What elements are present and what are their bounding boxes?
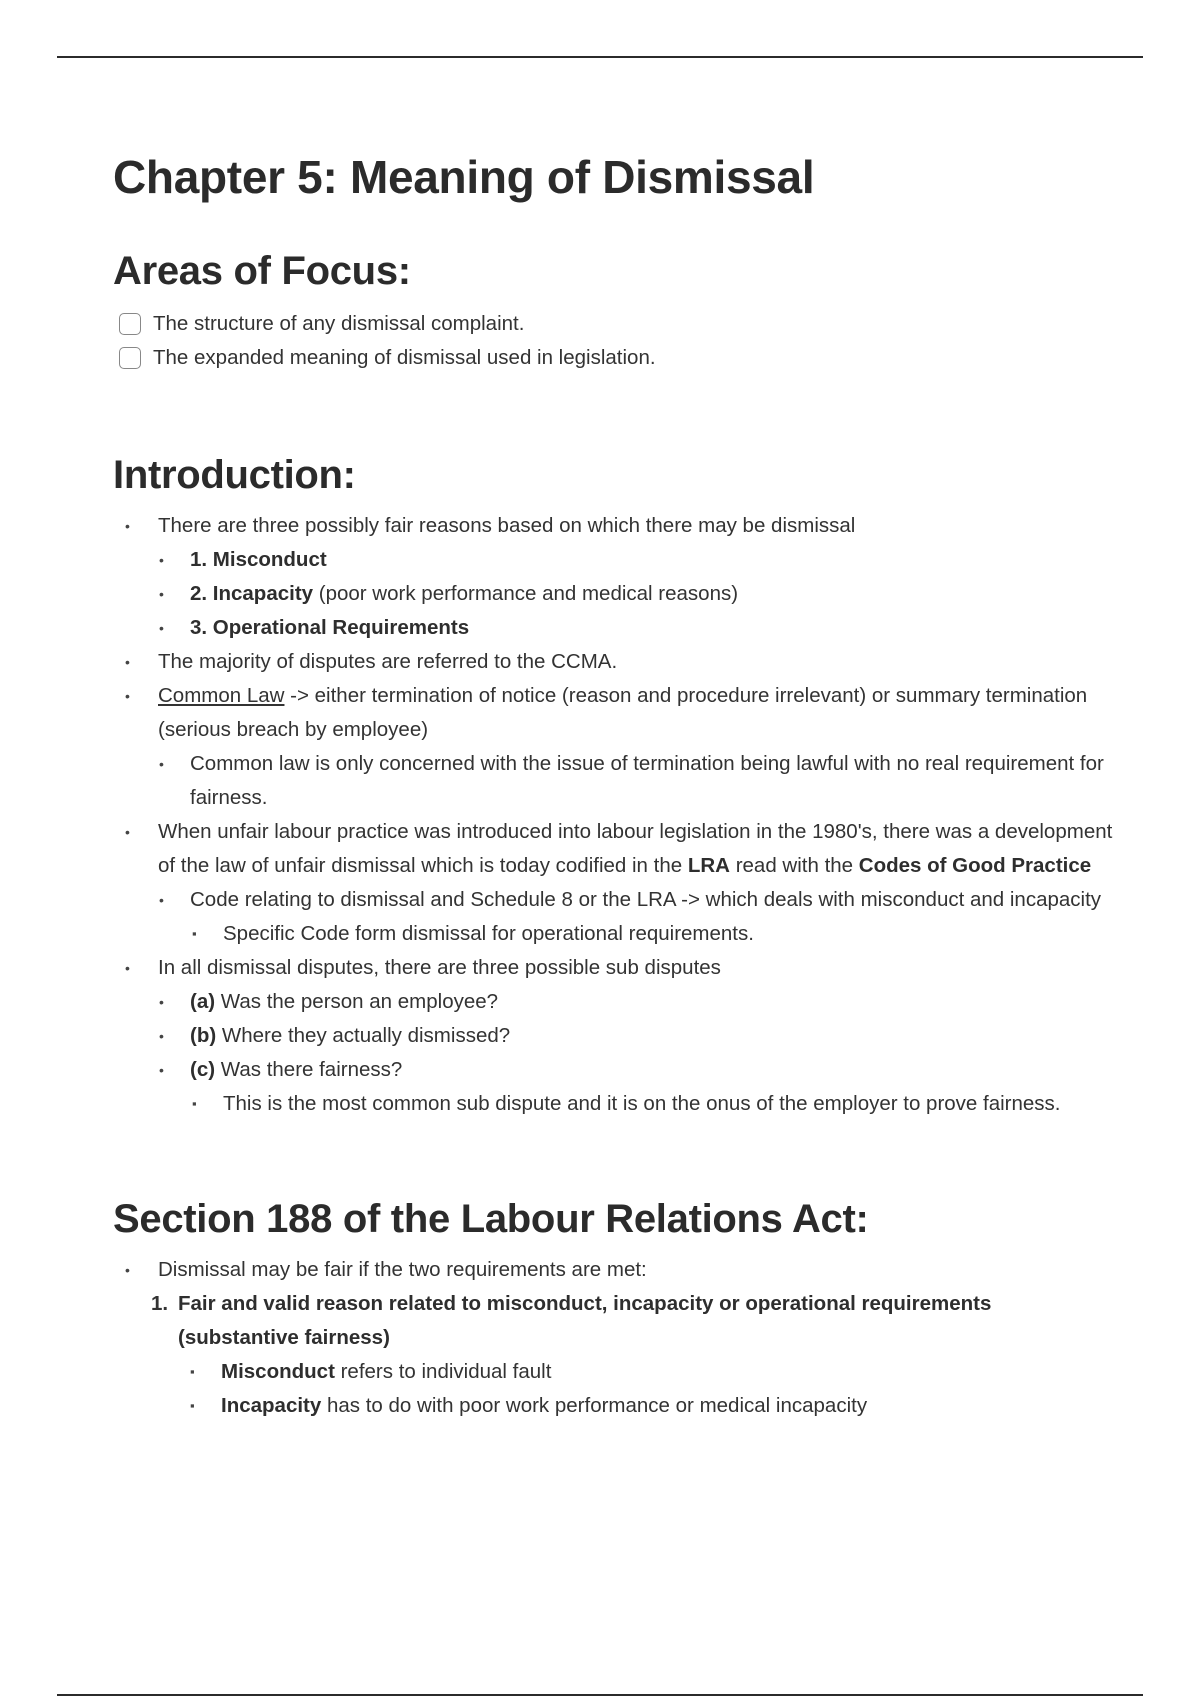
bold-text: Misconduct [221, 1360, 335, 1384]
list-item [113, 815, 1113, 951]
list-item [113, 645, 1113, 679]
underlined-term: Common Law [158, 684, 285, 708]
list-item [158, 577, 1113, 611]
list-text: Was there fairness? [215, 1058, 403, 1082]
task-text: The structure of any dismissal complaint. [153, 312, 525, 336]
list-item [158, 1019, 1113, 1053]
list-text: (poor work performance and medical reasons) [313, 582, 739, 606]
sub-list [158, 543, 1113, 645]
list-item [113, 679, 1113, 815]
bold-text: (b) [190, 1024, 217, 1048]
bold-text: Incapacity [221, 1394, 322, 1418]
item-number: 1. [151, 1292, 169, 1316]
bold-text: 3. Operational Requirements [190, 616, 470, 640]
list-item [158, 985, 1113, 1019]
areas-heading: Areas of Focus: [113, 249, 411, 294]
section-188-list [113, 1253, 1113, 1423]
list-item [158, 611, 1113, 645]
bold-text: 1. Misconduct [190, 548, 327, 572]
sub-list [158, 985, 1113, 1121]
list-text: When unfair labour practice was introduced into labour legislation in the 1980's, there was a development of the law of unfair dismissal which is today codified in the [158, 820, 1113, 878]
list-item [158, 747, 1113, 815]
list-text: Was the person an employee? [215, 990, 499, 1014]
list-item [158, 883, 1113, 951]
page-title: Chapter 5: Meaning of Dismissal [113, 151, 815, 203]
list-item [188, 1389, 1113, 1423]
bold-text: (a) [190, 990, 216, 1014]
list-text: has to do with poor work performance or medical incapacity [321, 1394, 868, 1418]
list-item [188, 1355, 1113, 1389]
intro-list [113, 509, 1113, 1121]
section-188-heading: Section 188 of the Labour Relations Act: [113, 1197, 869, 1242]
list-text: -> either termination of notice (reason and procedure irrelevant) or summary termination (serious breach by employee) [158, 684, 1088, 742]
list-text: Where they actually dismissed? [216, 1024, 511, 1048]
list-text: There are three possibly fair reasons based on which there may be dismissal [158, 514, 856, 538]
list-item [190, 917, 1113, 951]
list-text: Specific Code form dismissal for operational requirements. [223, 922, 754, 946]
checkbox[interactable] [119, 347, 141, 369]
introduction-heading: Introduction: [113, 453, 356, 498]
list-text: read with the [730, 854, 859, 878]
list-item [190, 1087, 1113, 1121]
bottom-rule [57, 1694, 1143, 1696]
numbered-list [151, 1287, 1113, 1423]
bold-text: (c) [190, 1058, 216, 1082]
list-text: In all dismissal disputes, there are three possible sub disputes [158, 956, 721, 980]
list-item [158, 1053, 1113, 1121]
list-text: Code relating to dismissal and Schedule 8 or the LRA -> which deals with misconduct and incapacity [190, 888, 1102, 912]
list-text: The majority of disputes are referred to the CCMA. [158, 650, 618, 674]
numbered-item [151, 1287, 1113, 1423]
bold-text: Fair and valid reason related to misconduct, incapacity or operational requirements (substantive fairness) [178, 1292, 992, 1350]
sub-sub-list [190, 1087, 1113, 1121]
bold-text: LRA [687, 854, 730, 878]
document-body [113, 150, 1113, 1423]
sub-sub-list [190, 917, 1113, 951]
sub-sub-list [188, 1355, 1113, 1423]
task-list [113, 307, 1113, 375]
task-item [113, 307, 1113, 341]
list-text: refers to individual fault [334, 1360, 552, 1384]
top-rule [57, 56, 1143, 58]
list-item [158, 543, 1113, 577]
list-item [113, 509, 1113, 645]
sub-list [158, 747, 1113, 815]
bold-text: 2. Incapacity [190, 582, 314, 606]
checkbox[interactable] [119, 313, 141, 335]
list-item [113, 951, 1113, 1121]
list-text: This is the most common sub dispute and it is on the onus of the employer to prove fairness. [223, 1092, 1061, 1116]
list-text: Dismissal may be fair if the two requirements are met: [158, 1258, 647, 1282]
task-item [113, 341, 1113, 375]
list-text: Common law is only concerned with the issue of termination being lawful with no real requirement for fairness. [190, 752, 1104, 810]
list-item [113, 1253, 1113, 1423]
bold-text: Codes of Good Practice [858, 854, 1092, 878]
sub-list [158, 883, 1113, 951]
task-text: The expanded meaning of dismissal used in legislation. [153, 346, 656, 370]
